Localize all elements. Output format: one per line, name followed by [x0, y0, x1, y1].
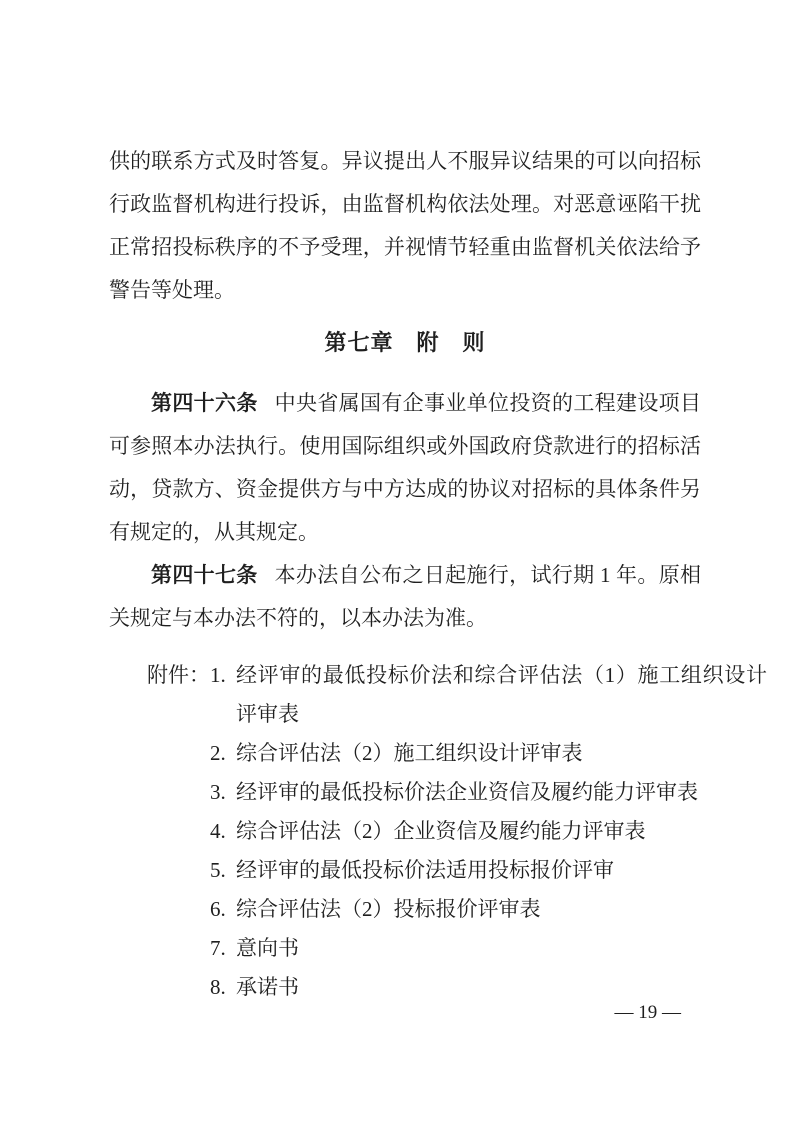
article-46	[109, 382, 701, 554]
attachment-item-number: 6.	[210, 897, 226, 921]
attachment-item-number: 1.	[210, 663, 226, 687]
attachment-item-text: 综合评估法（2）投标报价评审表	[236, 897, 541, 921]
attachment-item	[210, 812, 767, 851]
attachment-item-number: 7.	[210, 936, 226, 960]
page-content	[109, 140, 767, 1007]
attachment-item-number: 5.	[210, 858, 226, 882]
attachments-section	[147, 656, 767, 1007]
attachment-item	[210, 968, 767, 1007]
article-47-number: 第四十七条	[151, 563, 258, 587]
article-46-number: 第四十六条	[151, 391, 258, 415]
chapter-heading: 第七章 附 则	[324, 330, 486, 355]
attachment-item	[210, 773, 767, 812]
paragraph-continuation: 供的联系方式及时答复。异议提出人不服异议结果的可以向招标行政监督机构进行投诉，由监督机构依法处理。对恶意诬陷干扰正常招投标秩序的不予受理，并视情节轻重由监督机关依法给予警告等处理。	[109, 149, 701, 302]
page-number: — 19 —	[614, 1002, 681, 1023]
attachment-item	[210, 890, 767, 929]
attachment-item-text: 承诺书	[236, 975, 299, 999]
attachment-item	[210, 851, 767, 890]
attachment-item-number: 4.	[210, 819, 226, 843]
article-47	[109, 554, 701, 640]
attachment-item	[210, 929, 767, 968]
attachment-item-number: 8.	[210, 975, 226, 999]
attachment-item-text: 综合评估法（2）施工组织设计评审表	[236, 741, 583, 765]
attachment-item-text: 经评审的最低投标价法和综合评估法（1）施工组织设计评审表	[236, 663, 767, 726]
attachment-item-number: 2.	[210, 741, 226, 765]
article-47-text: 本办法自公布之日起施行，试行期 1 年。原相关规定与本办法不符的，以本办法为准。	[109, 563, 702, 630]
attachment-item-number: 3.	[210, 780, 226, 804]
attachments-list	[210, 656, 767, 1007]
attachment-item-text: 意向书	[236, 936, 299, 960]
attachment-item	[210, 656, 767, 734]
attachment-item-text: 经评审的最低投标价法适用投标报价评审	[236, 858, 614, 882]
attachment-item-text: 经评审的最低投标价法企业资信及履约能力评审表	[236, 780, 698, 804]
article-46-text: 中央省属国有企事业单位投资的工程建设项目可参照本办法执行。使用国际组织或外国政府贷款进行的招标活动，贷款方、资金提供方与中方达成的协议对招标的具体条件另有规定的，从其规定。	[109, 391, 702, 544]
attachments-label: 附件：	[147, 663, 210, 687]
attachment-item	[210, 734, 767, 773]
attachment-item-text: 综合评估法（2）企业资信及履约能力评审表	[236, 819, 646, 843]
